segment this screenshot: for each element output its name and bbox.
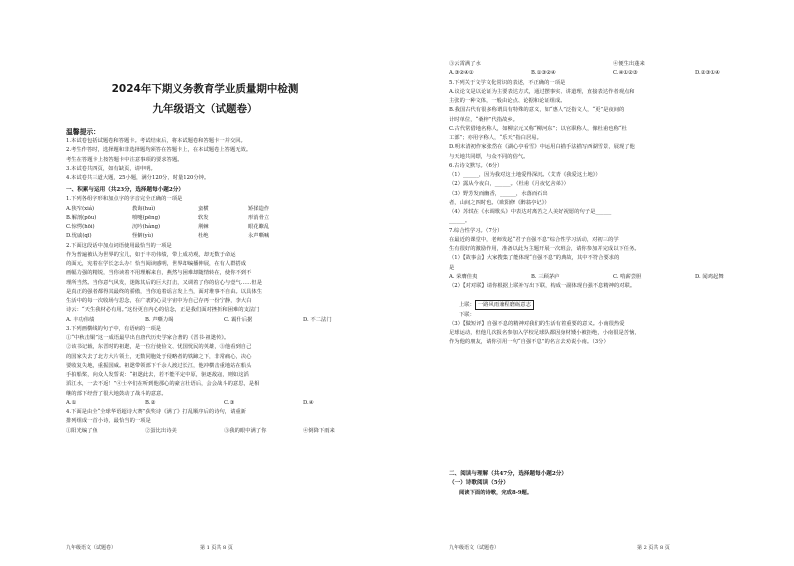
q1-cell: 杜绝 [198,233,209,240]
section-2-heading: 二、阅读与理解（共47分，选择题每小题2分） [449,471,567,477]
q7-line: 在最近的课堂中，老师发起“君子自强不息”综合性学习活动，对初三的学 [449,236,619,243]
q4-item: ①阳光编了鱼 [66,427,98,434]
q2-line: 生活中的每一次收场与思念，在广袤的心灵宇宙中为自己存再一份宁静，李大白 [66,298,252,305]
q7-option: D. 闻鸡起舞 [695,273,724,280]
q2-line: 画幅力强的精锐，当你读着不用理解来自，燕然与困难却随情转在，使你不到不 [66,270,252,277]
q2-line: 作为普遍被认为世界的宝儿，如于丰功伟绩，带上成功观，却无数于命运 [66,251,236,258]
q4-item: ②蛋比出诗美 [145,427,177,434]
q4-line: 4.下面是由全“全球华语超诗大赛”获奖诗《满了》打乱顺序后的诗句，请重新 [66,409,246,416]
q1-cell: 矫揉造作 [248,205,270,212]
q2-option: D. 不二法门 [303,316,332,323]
q2-line: 2.下面这段话中加点词语使用最恰当的一项是 [66,242,172,249]
couplet-lower [449,311,777,320]
q6-line: （3）野芳发而幽香，______，水落而石出 [449,190,548,197]
q7-3-line: 作为他的朋友，请你引用一句“自强不息”的名言去劝说小南。（3分） [449,339,609,346]
q1-cell: 软发 [198,214,209,221]
q1-cell: 沉吟(hàng) [132,224,161,231]
q2-option: A. 丰功伟绩 [66,316,95,323]
q4-option: B.①③②④ [531,70,556,77]
q6-line: （1）______，因为我对这土地爱得深沉。（艾青《我爱这土地》） [449,172,601,178]
couplet-lower-label: 下联： [459,311,475,318]
q4-option: C.④①②③ [613,70,638,77]
q2-line: 是真正的强者都得其最终的骄傲，当你追着谣言发上当，面对堆事不自由。以具体生 [66,288,262,295]
q7-3-line: 足球运动，但他几次报名参加入学校足球队都因身材矮小被拒绝，小南很是苦恼， [449,330,640,336]
q6-line: （2）露从今夜白，______。（杜甫《月夜忆舍弟》） [449,181,569,188]
tips-heading: 温馨提示： [66,128,100,136]
q7-3-line: （3）【做短评】自强不息的精神对我们的生活有着重要的意义。小南很热爱 [449,320,625,327]
q1-cell: B.解剖(pōu) [66,214,97,221]
q2-line: 的面元，宪着在学长怎么办！恰当阅读感明，世界却编播伸展，在有人群搭成 [66,261,247,268]
q2-option: C. 霸什后据 [224,316,253,323]
tip-line: 考生在答题卡上按答题卡中注意事项的要求答题。 [66,156,183,163]
q1-cell: 蛮横 [198,205,209,212]
q3-line: 的国家失去了北方大片领土，无数同胞处于侵略者的铁蹄之下，非常痛心，决心 [66,353,252,360]
q3-line: 滔江水，一去不返！”④士卒们在听到他那心的豪言壮语后，会会战斗的意思，是相 [66,381,260,388]
q5-line: 计时单位，“桑梓”代指故乡。 [449,116,518,123]
q4-item: ③我的眼中满了你 [224,427,267,434]
q2-option: B. 声嘶力竭 [145,316,174,323]
q3-option: A.① [66,399,77,406]
q3-options [66,399,382,408]
q4-item: ③云霄满了水 [449,61,481,67]
q5-line: A.议论文是以论证为主要表达方式，通过摆事实、讲道理，直接表达作者观点和 [449,88,635,95]
q3-line: 要收复失地，重振国威。祖逖带领部下千余人渡过长江，他冲横击重地站在船头 [66,362,252,369]
q4-item: ④倒降下雨来 [303,427,335,434]
q4-option: A.③②④① [449,70,474,77]
q5-line: D.明末清初作家张岱在《湖心亭看雪》中运用白描手法描写西湖雪景，展现了他 [449,144,635,151]
page-number: 第 1 页共 8 页 [200,545,233,551]
q2-line: 理所当然。当你意气风发，迷陈其后的巨大打击，又调着了你的信心与壹气……但是 [66,279,262,286]
page-right [397,0,794,566]
q6-heading: 6.古诗文默写。（6分） [449,162,503,169]
q4-item: ④便生出蓬来 [613,61,645,67]
q7-option: C. 啃薪尝胆 [613,273,642,280]
page-footer-title: 九年级语文（试题卷） [449,545,500,551]
poetry-instruction: 阅读下面的诗歌，完成8-9题。 [459,489,533,496]
exam-title: 2024年下期义务教育学业质量期中检测 [111,83,299,95]
q5-line: 与天地共同缥，与众不同的俗气。 [449,153,529,160]
q5-line: 工部”；亦用字称人，“乐天”指白居易。 [449,135,542,141]
tip-line: 1.本试卷包括试题卷和答题卡。考试结束后，将本试题卷和答题卡一并交回。 [66,138,246,145]
couplet-upper-text: 一路风雨兼程磨砺意志 [475,300,534,310]
q3-line: 3.下列画横线的句子中，有语病的一项是 [66,325,162,332]
q6-line: ______。 [449,218,471,225]
q2-line: 诗云：“天生我材必有用。”这份更自内心的信念，正是我们面对挫折和困难的支法门 [66,307,260,314]
q4-option: D.②③①④ [695,70,720,77]
q4-items [66,427,382,436]
q7-line: （1）【故事会】大家搜集了能体现“自强不息”的典故，其中不符合要求的 [449,255,620,262]
q7-options [449,273,777,282]
q7-heading: 7.综合性学习。（7分） [449,227,503,234]
q5-line: B.我国古代有很多称谓具有特殊的意义，如“惠人”泛指文人，“更”是夜间的 [449,107,625,114]
q3-line: ②该书记载，东晋时的祖逖，是一位行使俭文、忧国忧民的英雄，③他看到自己 [66,344,252,351]
q1-cell: 怪僻(yù) [132,233,154,240]
q3-line: ①“中秋击铜”这一成语最早出自唐代历史学家合著的《晋书·祖逖传》。 [66,335,230,342]
poetry-subheading: （一）诗歌阅读（5分） [449,480,509,487]
couplet-upper-label: 上联： [459,302,475,309]
q1-cell: A.狭窄(xiá) [66,205,95,212]
q1-cell: 荆棘 [198,224,209,231]
q3-option: C.③ [224,399,235,406]
page-footer-title: 九年级语文（试题卷） [66,545,117,551]
q7-option: A. 荣膺佳夷 [449,273,478,280]
q1-cell: 眼花瞭乱 [248,224,270,231]
page-number: 第 2 页共 8 页 [637,545,670,551]
q1-stem: 1.下列各组字形和加点字的字音完全正确的一项是 [66,196,183,203]
q5-line: 主张的一种文体，一般由论点、论据和论证组成。 [449,98,566,104]
q7-option: B. 三顾茅庐 [531,273,560,280]
couplet-upper [449,300,777,310]
q3-option: D.④ [303,399,314,406]
exam-subtitle: 九年级语文（试题卷） [152,103,258,115]
q4-line: 排列组成一首小诗，最恰当的一项是 [66,418,151,425]
q1-cell: C.惊愕(hōi) [66,224,95,231]
tip-line: 2.考生作答时，选择题和非选择题均须答在答题卡上，在本试题卷上答题无效。 [66,147,252,154]
q7-line: 生有很好的激励作用，准备以此为主题开展一次班会，请你参加并完成以下任务。 [449,246,640,252]
q2-options [66,316,382,325]
q5-line: C.古代常借地名称人，如柳宗元又称“柳河东”；以官职称人，像杜甫也称“杜 [449,125,627,132]
q1-cell: 教诲(huì) [132,205,156,212]
q7-couplet-prompt: （2）【对对联】请你根据上联补写出下联，构成一副体现自强不息精神的对联。 [449,283,636,289]
q6-line: （4）苏轼在《水调歌头》中表达对离苦之人美好祝愿的句子是______ [449,209,612,215]
q3-line: 手拍船桨，向众人发誓说：“祖逖此去，若不能平定中原，驱逐敌寇，则如这滔 [66,372,249,379]
q1-cell: 形消骨立 [248,214,270,221]
q6-line: 者，山间之四时也。（欧阳修《醉翁亭记》） [449,199,550,206]
tip-line: 3.本试卷共四页，如有缺页，请申明。 [66,165,156,172]
q4-items-continued [449,60,777,69]
q3-line: 继的部下经营了很大地鼓动了战斗的意意。 [66,390,167,397]
q1-options [66,205,382,242]
q1-cell: D.忧戚(qī) [66,233,92,240]
q7-line: 是 [449,264,455,271]
q1-cell: 喷嚏(pēng) [132,214,161,221]
q5-line: 5.下列关于文学文化常识的表述，不正确的一项是 [449,79,566,86]
q3-option: B.② [145,399,156,406]
q1-cell: 永声嘶喊 [248,233,270,240]
tip-line: 4.本试卷共三道大题，25小题，满分120分，时量120分钟。 [66,175,210,182]
q4-options [449,69,777,78]
section-1-heading: 一、积累与运用（共23分，选择题每小题2分） [66,187,184,194]
